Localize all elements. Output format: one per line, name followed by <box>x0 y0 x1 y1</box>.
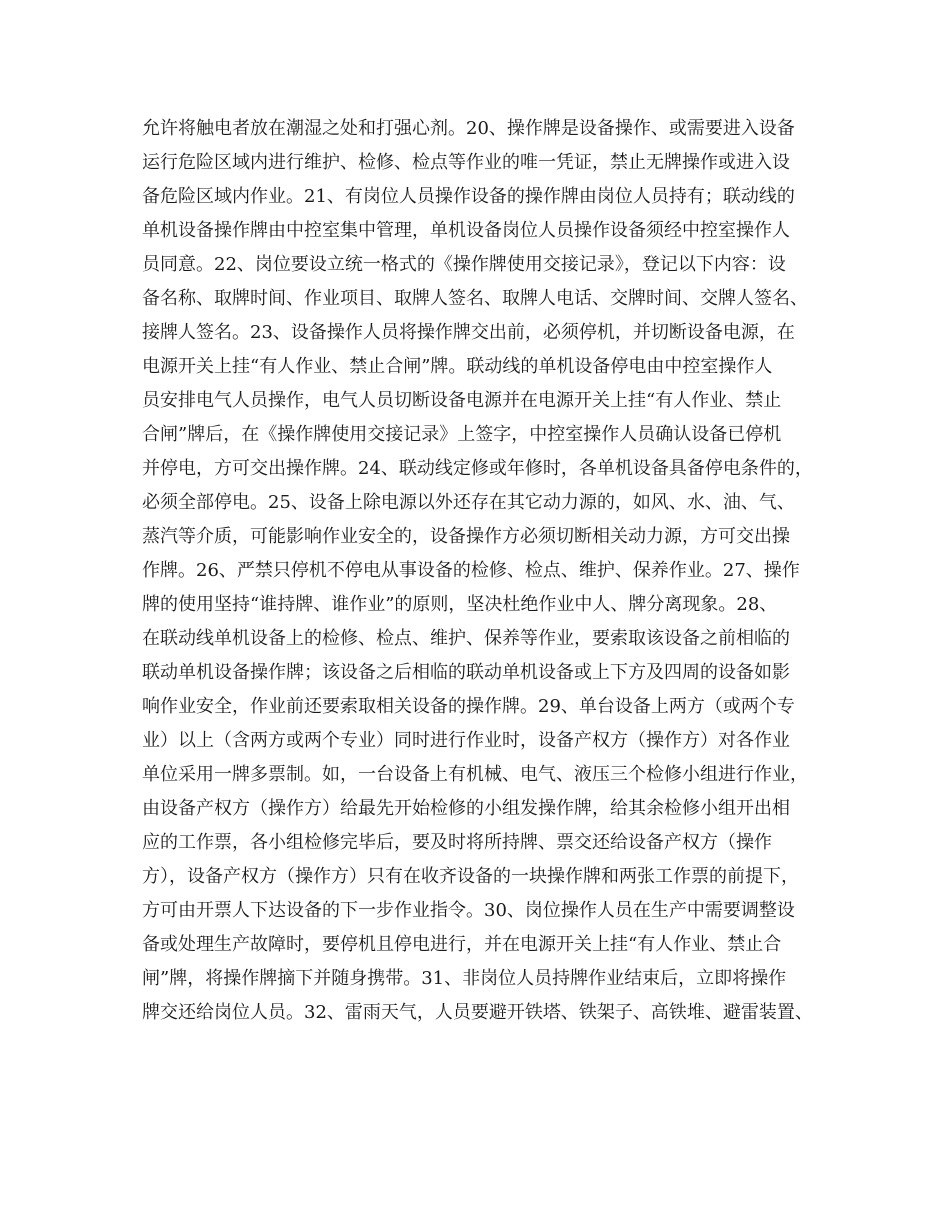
text-line: 蒸汽等介质，可能影响作业安全的，设备操作方必须切断相关动力源，方可交出操 <box>142 526 790 547</box>
text-line: 在联动线单机设备上的检修、检点、维护、保养等作业，要索取该设备之前相临的 <box>142 628 790 649</box>
body-text <box>142 112 832 1030</box>
text-line: 单位采用一牌多票制。如，一台设备上有机械、电气、液压三个检修小组进行作业， <box>142 764 808 785</box>
text-line: 合闸”牌后，在《操作牌使用交接记录》上签字，中控室操作人员确认设备已停机 <box>142 424 782 445</box>
text-line: 应的工作票，各小组检修完毕后，要及时将所持牌、票交还给设备产权方（操作 <box>142 832 772 853</box>
text-line: 备危险区域内作业。21、有岗位人员操作设备的操作牌由岗位人员持有；联动线的 <box>142 186 795 207</box>
text-line: 备名称、取牌时间、作业项目、取牌人签名、取牌人电话、交牌时间、交牌人签名、 <box>142 288 808 309</box>
text-line: 业）以上（含两方或两个专业）同时进行作业时，设备产权方（操作方）对各作业 <box>142 730 790 751</box>
text-line: 单机设备操作牌由中控室集中管理，单机设备岗位人员操作设备须经中控室操作人 <box>142 220 790 241</box>
text-line: 响作业安全，作业前还要索取相关设备的操作牌。29、单台设备上两方（或两个专 <box>142 696 795 717</box>
text-line: 备或处理生产故障时，要停机且停电进行，并在电源开关上挂“有人作业、禁止合 <box>142 934 782 955</box>
text-line: 员安排电气人员操作，电气人员切断设备电源并在电源开关上挂“有人作业、禁止 <box>142 390 782 411</box>
text-line: 电源开关上挂“有人作业、禁止合闸”牌。联动线的单机设备停电由中控室操作人 <box>142 356 773 377</box>
text-line: 方可由开票人下达设备的下一步作业指令。30、岗位操作人员在生产中需要调整设 <box>142 900 795 921</box>
text-line: 联动单机设备操作牌；该设备之后相临的联动单机设备或上下方及四周的设备如影 <box>142 662 790 683</box>
text-line: 必须全部停电。25、设备上除电源以外还存在其它动力源的，如风、水、油、气、 <box>142 492 795 513</box>
text-line: 方），设备产权方（操作方）只有在收齐设备的一块操作牌和两张工作票的前提下， <box>142 866 799 887</box>
text-line: 作牌。26、严禁只停机不停电从事设备的检修、检点、维护、保养作业。27、操作 <box>142 560 800 581</box>
text-line: 并停电，方可交出操作牌。24、联动线定修或年修时，各单机设备具备停电条件的， <box>142 458 813 479</box>
text-line: 员同意。22、岗位要设立统一格式的《操作牌使用交接记录》，登记以下内容：设 <box>142 254 786 275</box>
text-line: 牌的使用坚持“谁持牌、谁作业”的原则，坚决杜绝作业中人、牌分离现象。28、 <box>142 594 778 615</box>
text-line: 闸”牌，将操作牌摘下并随身携带。31、非岗位人员持牌作业结束后，立即将操作 <box>142 968 787 989</box>
text-line: 运行危险区域内进行维护、检修、检点等作业的唯一凭证，禁止无牌操作或进入设 <box>142 152 790 173</box>
text-line: 接牌人签名。23、设备操作人员将操作牌交出前，必须停机，并切断设备电源，在 <box>142 322 795 343</box>
text-line: 由设备产权方（操作方）给最先开始检修的小组发操作牌，给其余检修小组开出相 <box>142 798 790 819</box>
text-line: 允许将触电者放在潮湿之处和打强心剂。20、操作牌是设备操作、或需要进入设备 <box>142 118 795 139</box>
text-line: 牌交还给岗位人员。32、雷雨天气，人员要避开铁塔、铁架子、高铁堆、避雷装置、 <box>142 1002 813 1023</box>
